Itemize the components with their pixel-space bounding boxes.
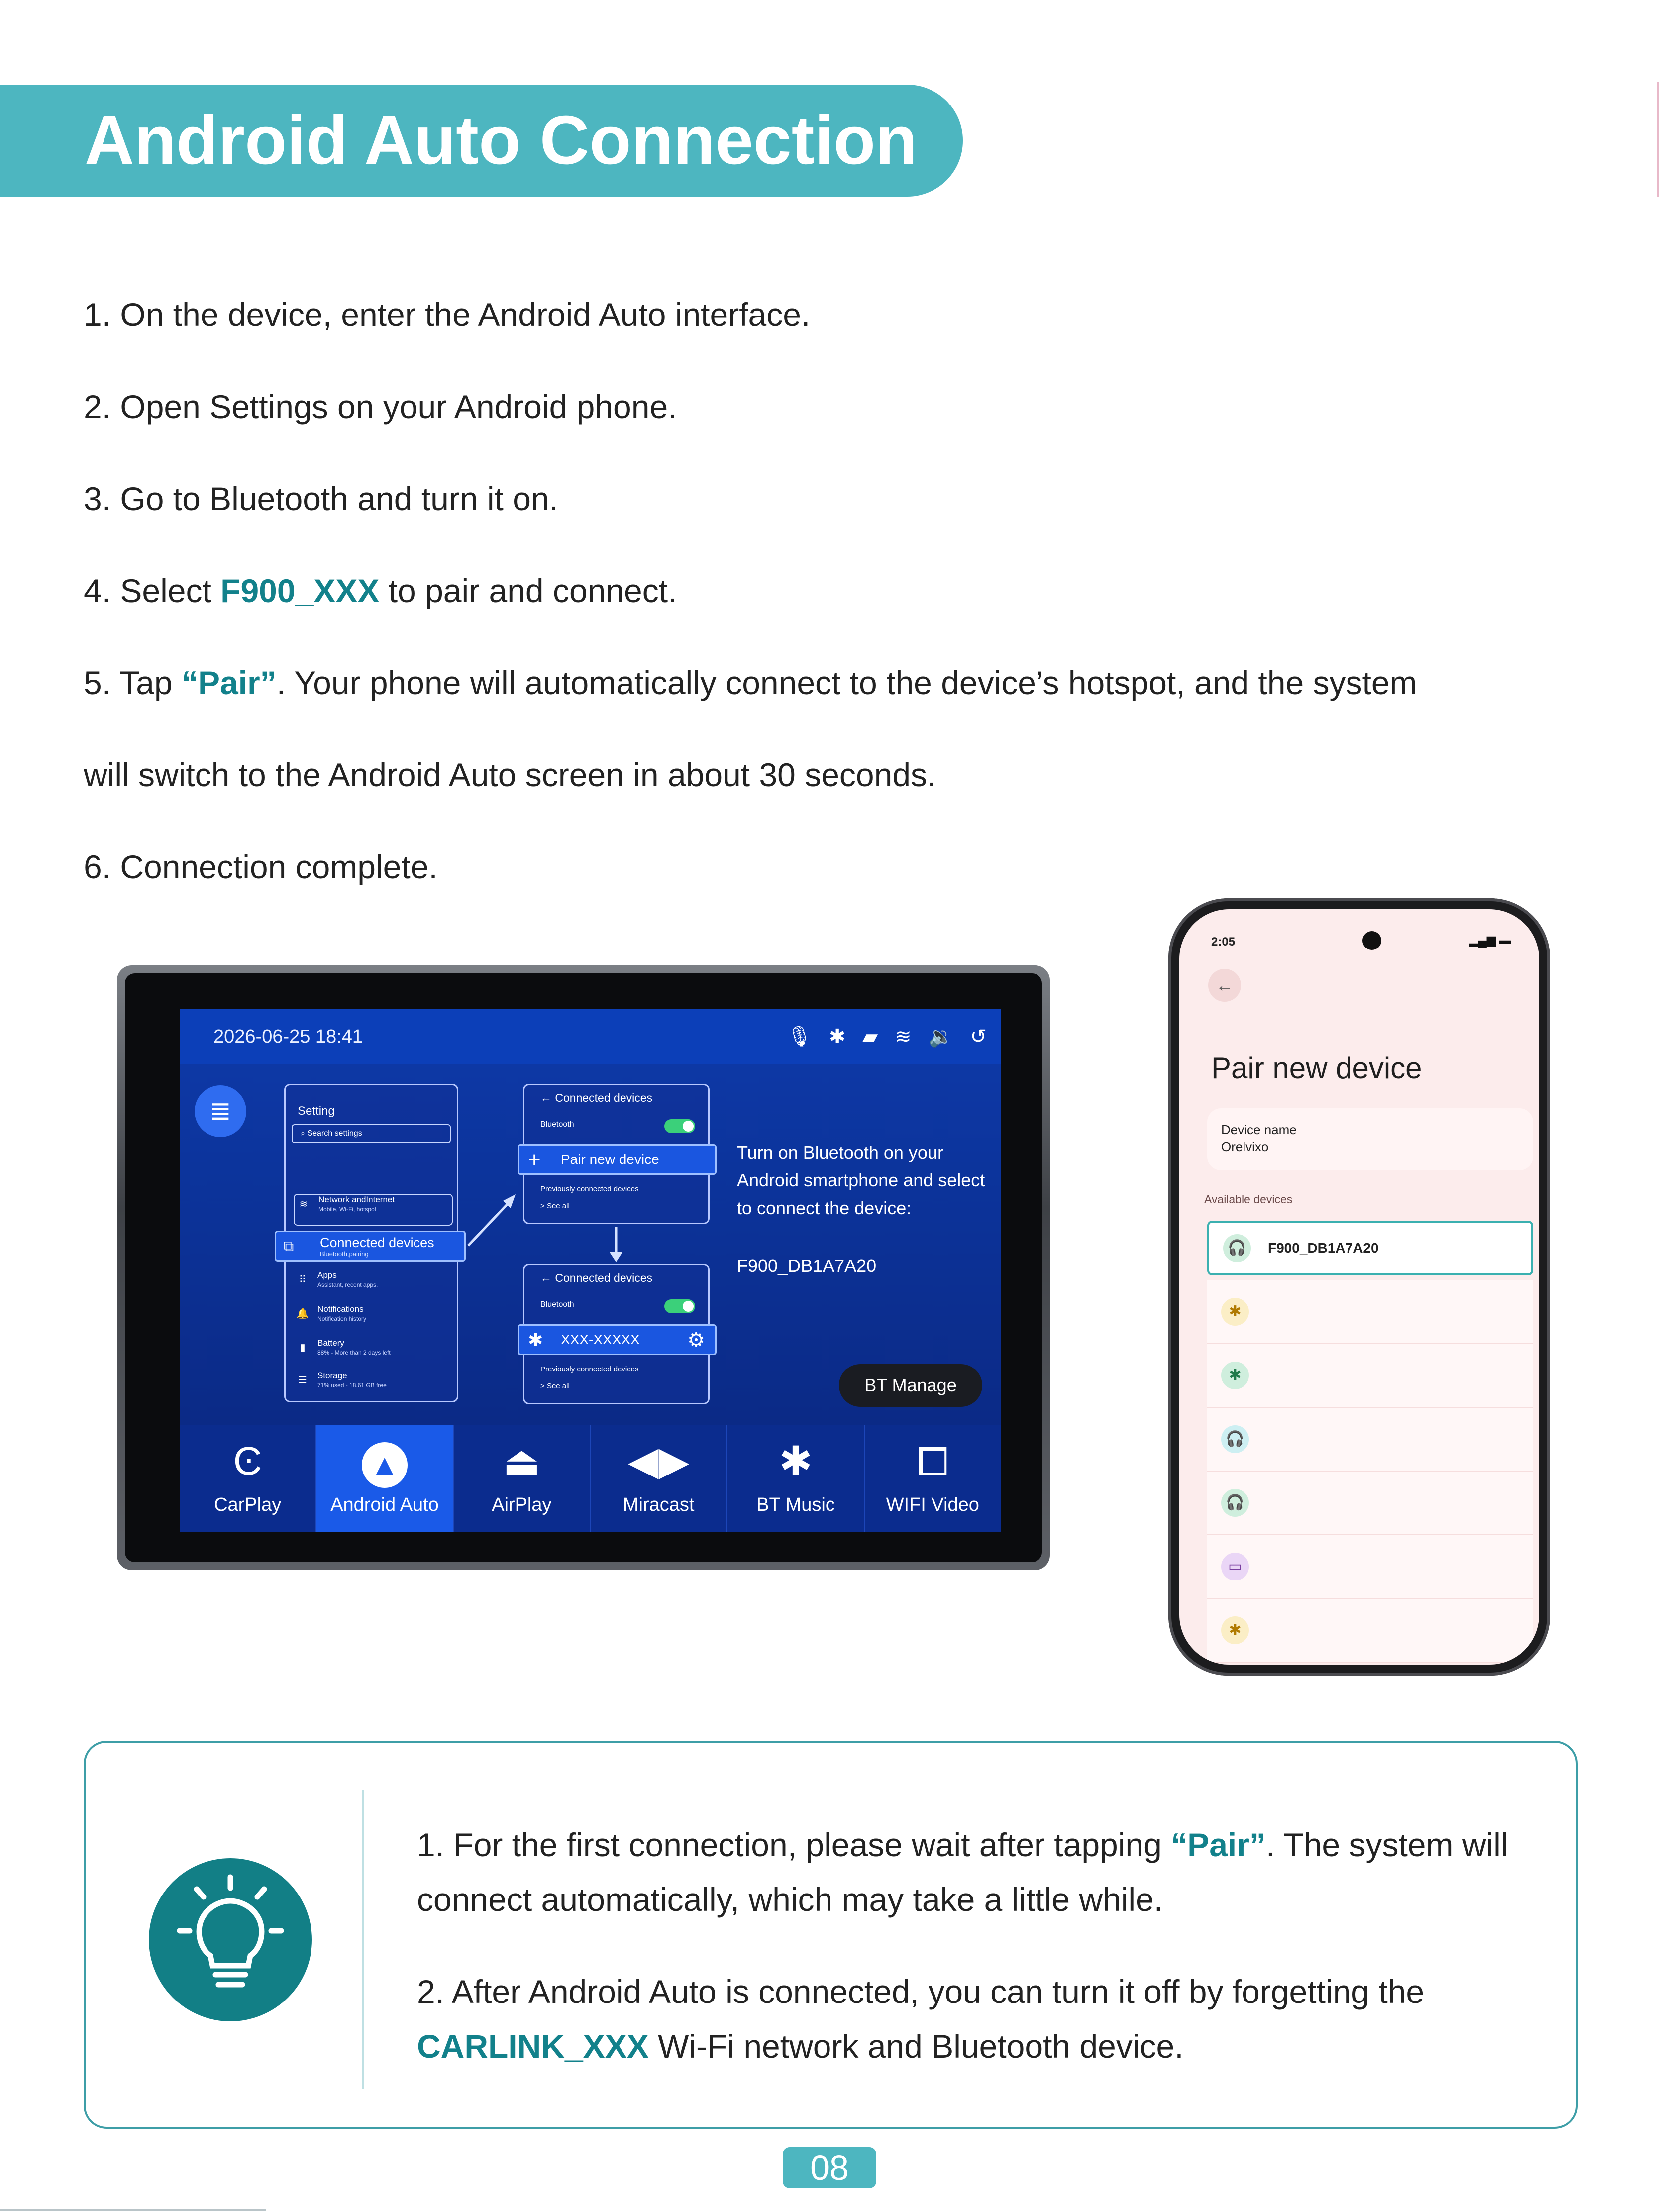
menu-battery[interactable]: ▮ Battery 88% - More than 2 days left — [294, 1338, 453, 1368]
laptop-icon: ▭ — [1221, 1553, 1249, 1580]
signal-icon: ▂▄▆ — [1469, 934, 1496, 947]
storage-icon: ☰ — [298, 1375, 307, 1386]
bluetooth-instruction: Turn on Bluetooth on your Android smartphone and select to connect the device: — [737, 1142, 985, 1218]
paired-device-row[interactable]: ✱ XXX-XXXXX ⚙ — [518, 1324, 717, 1355]
plus-icon: + — [528, 1148, 541, 1172]
microphone-icon: 🎙 — [787, 1026, 812, 1048]
see-all-link[interactable]: > See all — [540, 1382, 570, 1390]
step-2: 2. Open Settings on your Android phone. — [84, 388, 677, 425]
settings-panel — [284, 1084, 458, 1402]
dock-wifi-video[interactable]: ⧠ WIFI Video — [865, 1425, 1001, 1532]
previously-connected-label: Previously connected devices — [540, 1365, 639, 1373]
cast-icon: ⧠ — [917, 1439, 949, 1483]
list-item[interactable] — [1207, 1472, 1533, 1535]
phone-status-icons — [1469, 933, 1511, 948]
headphones-icon: 🎧 — [1221, 1489, 1249, 1517]
head-unit-bezel — [125, 973, 1042, 1562]
head-unit-screen — [180, 1009, 1001, 1532]
airplay-icon: ⏏ — [503, 1439, 541, 1483]
back-icon[interactable]: ↺ — [970, 1026, 987, 1048]
app-dock — [180, 1425, 1001, 1532]
list-item[interactable] — [1207, 1408, 1533, 1472]
android-auto-icon: ▲ — [316, 1439, 452, 1488]
tip-box — [84, 1741, 1578, 2129]
connected-devices-panel-2: ← Connected devices Bluetooth ✱ XXX-XXXXX ⚙ Previously connected devices > See all — [523, 1264, 710, 1404]
chevron-right-icon: > — [540, 1202, 547, 1210]
headphones-icon: 🎧 — [1223, 1234, 1251, 1262]
page-title: Android Auto Connection — [85, 102, 918, 179]
settings-title: Setting — [298, 1104, 335, 1118]
devices-icon: ⧉ — [283, 1238, 294, 1255]
pair-new-device-row[interactable]: + Pair new device — [518, 1144, 717, 1175]
settings-search[interactable]: ⌕ Search settings — [292, 1124, 451, 1143]
bluetooth-icon: ✱ — [1221, 1362, 1249, 1389]
back-arrow-icon[interactable]: ← — [1208, 969, 1241, 1002]
bluetooth-icon: ✱ — [1221, 1298, 1249, 1326]
available-devices-list — [1207, 1221, 1533, 1663]
steps-list — [84, 269, 1576, 913]
step-4: 4. Select F900_XXX to pair and connect. — [84, 572, 677, 609]
carplay-icon: Ͼ — [233, 1439, 262, 1483]
step-6: 6. Connection complete. — [84, 848, 438, 885]
phone-screen — [1179, 909, 1539, 1665]
previously-connected-label: Previously connected devices — [540, 1185, 639, 1193]
list-item[interactable] — [1207, 1280, 1533, 1344]
miracast-icon: ◀▶ — [628, 1439, 690, 1483]
available-devices-label: Available devices — [1204, 1193, 1293, 1206]
phone-time: 2:05 — [1211, 935, 1236, 948]
wifi-icon: ≋ — [895, 1026, 912, 1048]
tip-divider — [362, 1790, 364, 2089]
list-item-selected[interactable]: 🎧 F900_DB1A7A20 — [1207, 1221, 1533, 1275]
bluetooth-label: Bluetooth — [540, 1300, 574, 1309]
head-unit-device — [117, 965, 1050, 1570]
back-arrow-icon[interactable]: ← — [540, 1091, 555, 1104]
edge-mark — [1657, 82, 1659, 197]
dock-airplay[interactable]: ⏏ AirPlay — [454, 1425, 591, 1532]
settings-app-icon[interactable]: ≣ — [195, 1085, 246, 1137]
menu-network[interactable]: ≋ Network andInternet Mobile, Wi-Fi, hotspot — [294, 1194, 453, 1226]
bluetooth-toggle[interactable] — [664, 1119, 695, 1133]
connected-devices-panel-1: ← Connected devices Bluetooth + Pair new device Previously connected devices > See all — [523, 1084, 710, 1224]
datetime: 2026-06-25 18:41 — [213, 1026, 363, 1047]
list-item[interactable] — [1207, 1344, 1533, 1408]
device-name-value: Orelvixo — [1221, 1139, 1269, 1154]
apps-icon: ⠿ — [299, 1274, 307, 1285]
step-5: 5. Tap “Pair”. Your phone will automatically connect to the device’s hotspot, and the system — [84, 664, 1417, 701]
lightbulb-icon — [149, 1858, 312, 2021]
bluetooth-label: Bluetooth — [540, 1120, 574, 1129]
footer-line — [0, 2209, 266, 2211]
bluetooth-toggle[interactable] — [664, 1299, 695, 1313]
see-all-link[interactable]: > See all — [540, 1202, 570, 1210]
bt-manage-button[interactable]: BT Manage — [839, 1364, 982, 1407]
page-number: 08 — [783, 2147, 876, 2188]
device-highlight: F900_XXX — [220, 572, 380, 609]
sd-card-icon: ▰ — [862, 1026, 878, 1048]
bell-icon: 🔔 — [296, 1308, 309, 1319]
back-arrow-icon[interactable]: ← — [540, 1271, 555, 1284]
headphones-icon: 🎧 — [1221, 1425, 1249, 1453]
device-name-card[interactable] — [1207, 1108, 1533, 1170]
status-bar — [180, 1009, 1001, 1064]
step-5-continued: will switch to the Android Auto screen in about 30 seconds. — [84, 756, 936, 793]
dock-bt-music[interactable]: ✱ BT Music — [727, 1425, 864, 1532]
phone-title: Pair new device — [1211, 1052, 1422, 1085]
menu-notifications[interactable]: 🔔 Notifications Notification history — [294, 1304, 453, 1334]
head-unit-main — [180, 1064, 1001, 1425]
bluetooth-icon: ✱ — [829, 1026, 846, 1048]
search-icon: ⌕ — [301, 1129, 308, 1138]
camera-icon — [1362, 931, 1381, 950]
tip-paragraph-2: 2. After Android Auto is connected, you can turn it off by forgetting the CARLINK_XXX Wi-Fi network and Bluetooth device. — [417, 1973, 1425, 2065]
phone-device — [1168, 898, 1550, 1676]
device-name: F900_DB1A7A20 — [737, 1256, 877, 1276]
dock-android-auto[interactable]: ▲ Android Auto — [316, 1425, 453, 1532]
bluetooth-icon: ✱ — [779, 1439, 813, 1483]
menu-apps[interactable]: ⠿ Apps Assistant, recent apps, — [294, 1270, 453, 1300]
gear-icon[interactable]: ⚙ — [687, 1329, 705, 1351]
tip-text — [417, 1817, 1547, 2111]
dock-miracast[interactable]: ◀▶ Miracast — [591, 1425, 727, 1532]
bluetooth-icon: ✱ — [528, 1330, 543, 1350]
menu-storage[interactable]: ☰ Storage 71% used - 18.61 GB free — [294, 1371, 453, 1401]
menu-connected-devices[interactable]: ⧉ Connected devices Bluetooth,pairing — [275, 1231, 466, 1262]
battery-icon: ▬ — [1499, 934, 1511, 947]
step-3: 3. Go to Bluetooth and turn it on. — [84, 480, 558, 517]
title-banner — [0, 85, 963, 197]
tip-paragraph-1: 1. For the first connection, please wait after tapping “Pair”. The system will connect automatically, which may take a little while. — [417, 1826, 1508, 1918]
pair-highlight: “Pair” — [181, 664, 277, 701]
dock-carplay[interactable]: Ͼ CarPlay — [180, 1425, 316, 1532]
list-item[interactable] — [1207, 1535, 1533, 1599]
tip-badge — [149, 1858, 312, 2021]
wifi-icon: ≋ — [299, 1199, 308, 1210]
volume-icon: 🔉 — [928, 1026, 953, 1048]
list-item[interactable] — [1207, 1599, 1533, 1663]
battery-icon: ▮ — [300, 1342, 306, 1353]
chevron-right-icon: > — [540, 1382, 547, 1390]
device-name-label: Device name — [1221, 1122, 1297, 1137]
bluetooth-icon: ✱ — [1221, 1616, 1249, 1644]
step-1: 1. On the device, enter the Android Auto interface. — [84, 296, 811, 333]
